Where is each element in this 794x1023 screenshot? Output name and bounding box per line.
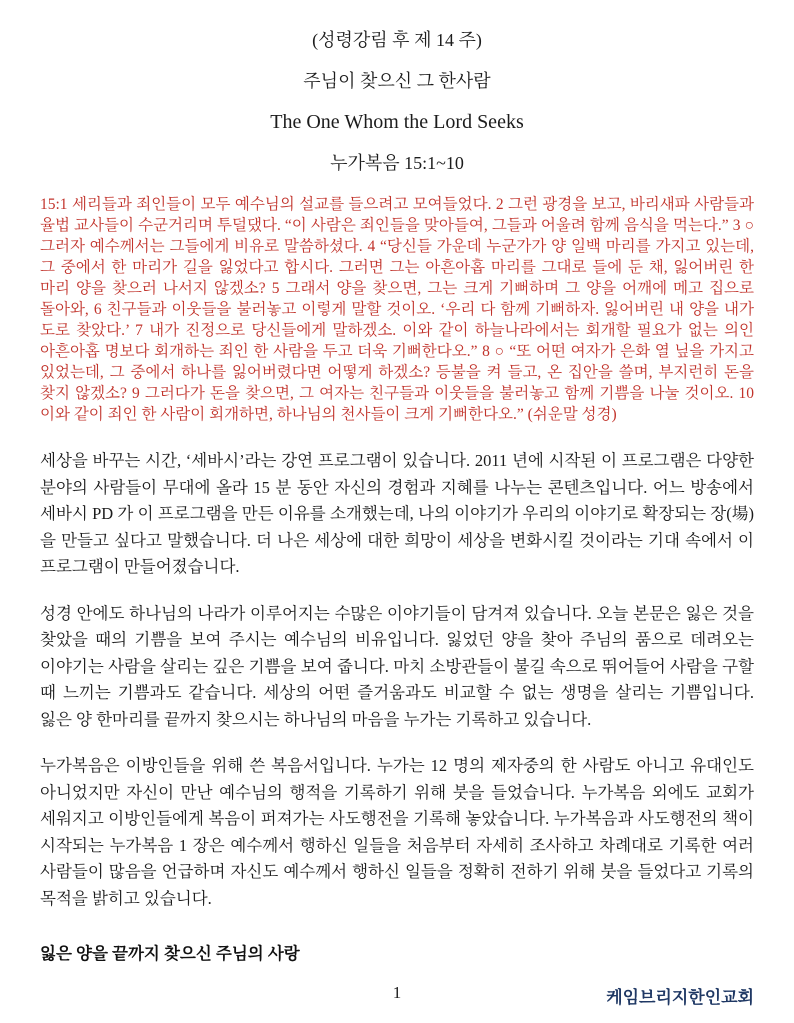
section-heading: 잃은 양을 끝까지 찾으신 주님의 사랑 xyxy=(40,944,300,963)
scripture-reference: 누가복음 15:1~10 xyxy=(330,153,464,173)
scripture-passage: 15:1 세리들과 죄인들이 모두 예수님의 설교를 들으려고 모여들었다. 2 그런 광경을 보고, 바리새파 사람들과 율법 교사들이 수군거리며 투덜댔다. “이 사람은 죄인들을 맞아들여, 그들과 어울려 함께 음식을 먹는다.” 3 ○ 그러자 예수께서는 그들에게 비유로 말씀하셨다. 4 “당신들 가운데 누군가가 양 일백 마리를 가지고 있는데, 그 중에서 한 마리가 길을 잃었다고 합시다. 그러면 그는 아흔아홉 마리를 그대로 들에 둔 채, 잃어버린 한 마리 양을 찾으러 나서지 않겠소? 5 그래서 양을 찾으면, 그는 크게 기뻐하며 그 양을 어깨에 메고 집으로 돌아와, 6 친구들과 이웃들을 불러놓고 이렇게 말할 것이오. ‘우리 다 함께 기뻐하자. 잃어버린 내 양을 내가 도로 찾았다.’ 7 내가 진정으로 당신들에게 말하겠소. 이와 같이 하늘나라에서는 회개할 필요가 없는 의인 아흔아홉 명보다 회개하는 죄인 한 사람을 두고 더욱 기뻐한다오.” 8 ○ “또 어떤 여자가 은화 열 닢을 가지고 있었는데, 그 중에서 하나를 잃어버렸다면 어떻게 하겠소? 등불을 켜 들고, 온 집안을 쓸며, 부지런히 돈을 찾지 않겠소? 9 그러다가 돈을 찾으면, 그 여자는 친구들과 이웃들을 불러놓고 함께 기쁨을 나눌 것이오. 10 이와 같이 죄인 한 사람이 회개하면, 하나님의 천사들이 크게 기뻐한다오.” (쉬운말 성경) xyxy=(40,196,754,423)
page-number: 1 xyxy=(392,983,402,1002)
page-footer xyxy=(40,983,754,1009)
church-name: 케임브리지한인교회 xyxy=(606,988,754,1007)
sermon-title-korean: 주님이 찾으신 그 한사람 xyxy=(303,71,491,91)
body-paragraph-luke-gospel: 누가복음은 이방인들을 위해 쓴 복음서입니다. 누가는 12 명의 제자중의 한 사람도 아니고 유대인도 아니었지만 자신이 만난 예수님의 행적을 기록하기 위해 붓을 들었습니다. 누가복음 외에도 교회가 세워지고 이방인들에게 복음이 퍼져가는 사도행전을 기록해 놓았습니다. 누가복음과 사도행전의 책이 시작되는 누가복음 1 장은 예수께서 행하신 일들을 처음부터 자세히 조사하고 차례대로 기록한 여러 사람들이 많음을 언급하며 자신도 예수께서 행하신 일들을 정확히 전하기 위해 붓을 들었다고 기록의 목적을 밝히고 있습니다. xyxy=(40,756,754,908)
body-paragraph-sebasi: 세상을 바꾸는 시간, ‘세바시’라는 강연 프로그램이 있습니다. 2011 년에 시작된 이 프로그램은 다양한 분야의 사람들이 무대에 올라 15 분 동안 자신의 경험과 지혜를 나누는 콘텐츠입니다. 어느 방송에서 세바시 PD 가 이 프로그램을 만든 이유를 소개했는데, 나의 이야기가 우리의 이야기로 확장되는 장(場)을 만들고 싶다고 말했습니다. 더 나은 세상에 대한 희망이 세상을 변화시킬 것이라는 기대 속에서 이 프로그램이 만들어졌습니다. xyxy=(40,451,754,576)
liturgical-week-line: (성령강림 후 제 14 주) xyxy=(312,30,482,50)
body-paragraph-bible-joy: 성경 안에도 하나님의 나라가 이루어지는 수많은 이야기들이 담겨져 있습니다. 오늘 본문은 잃은 것을 찾았을 때의 기쁨을 보여 주시는 예수님의 비유입니다. 잃었던 양을 찾아 주님의 품으로 데려오는 이야기는 사람을 살리는 깊은 기쁨을 보여 줍니다. 마치 소방관들이 불길 속으로 뛰어들어 사람을 구할 때 느끼는 기쁨과도 같습니다. 세상의 어떤 즐거움과도 비교할 수 없는 생명을 살리는 기쁨입니다. 잃은 양 한마리를 끝까지 찾으시는 하나님의 마음을 누가는 기록하고 있습니다. xyxy=(40,603,754,729)
sermon-title-english: The One Whom the Lord Seeks xyxy=(270,111,524,133)
document-header xyxy=(40,30,754,173)
